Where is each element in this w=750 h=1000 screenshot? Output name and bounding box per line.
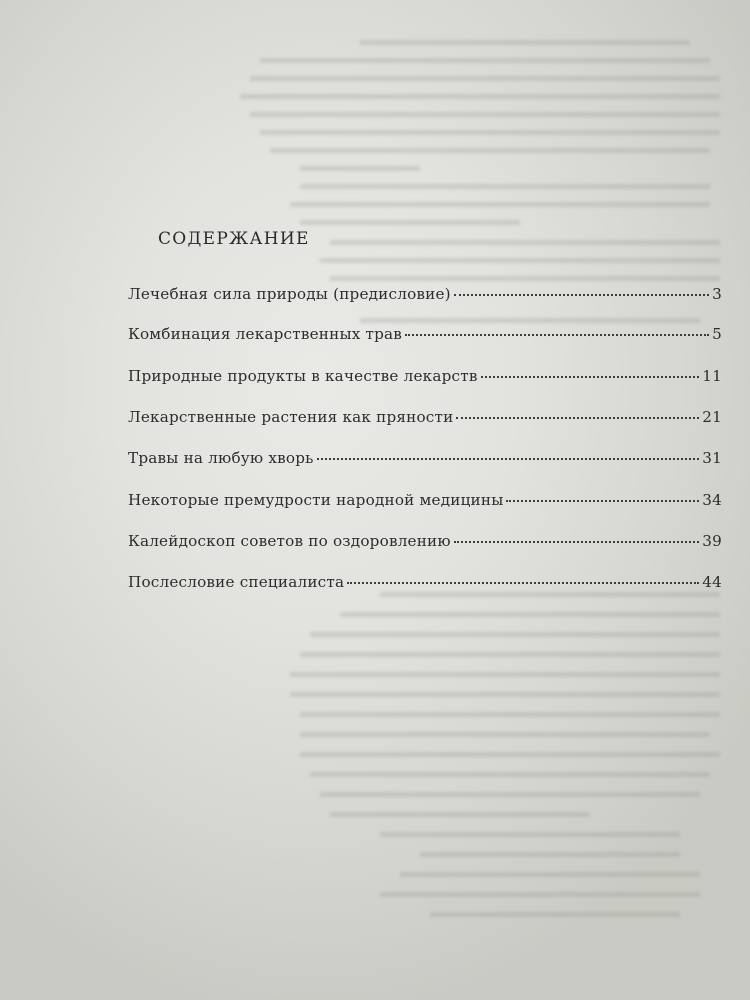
toc-entry-page-number: 11 bbox=[702, 367, 722, 385]
toc-entry-page-number: 3 bbox=[712, 285, 722, 303]
dot-leader bbox=[481, 376, 700, 378]
toc-entry-title: Природные продукты в качестве лекарств bbox=[128, 367, 478, 385]
toc-entry-page-number: 5 bbox=[712, 325, 722, 343]
toc-entry bbox=[128, 491, 722, 532]
toc-entry-title: Лечебная сила природы (предисловие) bbox=[128, 285, 451, 303]
dot-leader bbox=[454, 541, 699, 543]
dot-leader bbox=[317, 458, 700, 460]
dot-leader bbox=[347, 582, 699, 584]
toc-entry-page-number: 31 bbox=[702, 449, 722, 467]
dot-leader bbox=[456, 417, 699, 419]
toc-entry-page-number: 44 bbox=[702, 573, 722, 591]
toc-entry bbox=[128, 285, 722, 325]
toc-entry bbox=[128, 532, 722, 573]
toc-entry bbox=[128, 325, 722, 367]
dot-leader bbox=[454, 294, 709, 296]
dot-leader bbox=[506, 500, 699, 502]
toc-entry bbox=[128, 573, 722, 614]
toc-entry-title: Калейдоскоп советов по оздоровлению bbox=[128, 532, 451, 550]
toc-entry-title: Послесловие специалиста bbox=[128, 573, 345, 591]
toc-entry-page-number: 39 bbox=[702, 532, 722, 550]
toc-entry-title: Лекарственные растения как пряности bbox=[128, 408, 454, 426]
toc-entry-title: Травы на любую хворь bbox=[128, 449, 314, 467]
toc-entry bbox=[128, 408, 722, 449]
toc-entry-title: Некоторые премудрости народной медицины bbox=[128, 491, 504, 509]
toc-entry-page-number: 21 bbox=[702, 408, 722, 426]
toc-entry bbox=[128, 449, 722, 491]
toc-entry bbox=[128, 367, 722, 408]
toc-title: СОДЕРЖАНИЕ bbox=[158, 229, 310, 249]
table-of-contents bbox=[128, 285, 722, 614]
toc-entry-page-number: 34 bbox=[702, 491, 722, 509]
dot-leader bbox=[405, 334, 709, 336]
toc-entry-title: Комбинация лекарственных трав bbox=[128, 325, 403, 343]
